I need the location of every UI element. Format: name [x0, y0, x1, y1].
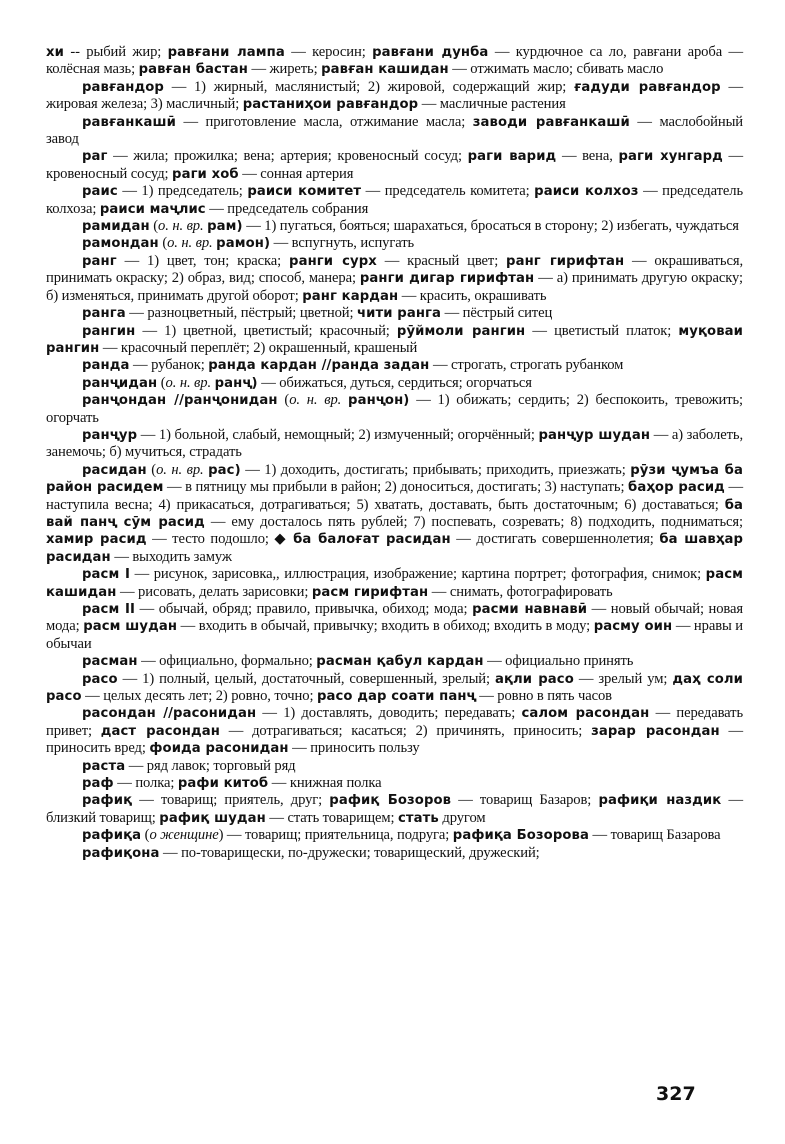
entry-headword: ранги сурх [289, 253, 377, 269]
entry-headword: раги хоб [172, 166, 239, 182]
entry-headword: рафиқ шудан [159, 810, 266, 826]
dictionary-entry [46, 183, 743, 218]
entry-headword: ранҷон) [348, 393, 410, 409]
entry-headword: рамидан [82, 219, 150, 235]
grammar-note: о. н. вр. [165, 374, 212, 391]
entry-text: — близкий товарищ; [46, 792, 743, 826]
entry-headword: рангин [82, 323, 136, 339]
dictionary-entry [46, 218, 743, 235]
entry-headword: рафиқи наздик [598, 793, 722, 809]
entry-headword: расм шудан [83, 619, 178, 635]
entry-headword: ранги дигар гирифтан [359, 271, 535, 287]
entry-headword: раиси комитет [247, 184, 362, 200]
entry-headword: равған бастан [138, 62, 248, 78]
entry-headword: рафиқа Бозорова [452, 828, 589, 844]
entry-headword: салом расондан [521, 706, 650, 722]
dictionary-entry [46, 427, 743, 462]
entry-text: — рубанок; [129, 357, 209, 374]
entry-headword: раис [82, 184, 118, 200]
entry-text: — целых десять лет; 2) ровно, точно; [81, 688, 317, 705]
entry-headword: расман қабул кардан [316, 654, 484, 670]
entry-text: — 1) доходить, достигать; прибывать; приходить, приезжать; [240, 461, 631, 478]
entry-headword: равғандор [82, 79, 164, 95]
entry-headword: расм кашидан [46, 567, 743, 600]
entry-text: — дотрагиваться; касаться; 2) причинять, приносить; [219, 722, 592, 739]
entry-text: — 1) председатель; [117, 183, 248, 200]
entry-headword: рафиқ [82, 793, 133, 809]
entry-text: — 1) цвет, тон; краска; [116, 252, 290, 269]
entry-text: — официально, формально; [137, 653, 317, 670]
entry-text: — товарищ Базарова [588, 827, 721, 844]
entry-text: — приносить вред; [46, 722, 744, 757]
dictionary-page [46, 44, 743, 862]
dictionary-entry [46, 79, 743, 114]
entry-headword: равғани дунба [372, 45, 489, 60]
entry-headword: даҳ соли расо [46, 671, 744, 705]
entry-text: — стать товарищем; [265, 809, 398, 826]
entry-headword: заводи равғанкашӣ [472, 114, 630, 130]
entry-text: — рисунок, зарисовка,, иллюстрация, изображение; картина портрет; фотография, снимок; [130, 566, 706, 583]
entry-text: — окрашиваться, принимать окраску; 2) образ, вид; способ, манера; [46, 252, 744, 287]
dictionary-entry [46, 775, 743, 792]
entry-headword: расо дар соати панҷ [316, 689, 476, 705]
entry-text: — масличные растения [418, 96, 566, 113]
entry-headword: фоида расонидан [149, 741, 289, 757]
entry-headword: рамондан [82, 236, 159, 252]
entry-text: другом [438, 809, 486, 826]
entry-text: — 1) пугаться, бояться; шарахаться, бросаться в сторону; 2) избегать, чуждаться [242, 218, 739, 235]
entry-text: — жировая железа; 3) масличный; [46, 78, 743, 113]
entry-headword: ранҷидан [82, 375, 158, 391]
entry-headword: расман [82, 654, 138, 670]
grammar-note: о. н. вр. [289, 392, 342, 409]
entry-headword: рамон) [216, 236, 271, 252]
entry-headword: расм гирифтан [311, 584, 429, 600]
entry-headword: раиси маҷлис [99, 201, 206, 217]
entry-headword: расидан [82, 462, 147, 478]
entry-headword: ғадуди равғандор [574, 79, 721, 95]
entry-text: — обижаться, дуться, сердиться; огорчаться [257, 374, 532, 391]
grammar-note: о. н. вр. [167, 235, 213, 252]
entry-headword: ранҷ) [214, 375, 258, 391]
entry-text: — керосин; [284, 44, 373, 60]
entry-text: — входить в обычай, привычку; входить в обиход; входить в моду; [177, 618, 594, 635]
entry-text [341, 392, 348, 408]
entry-headword: равғанкашӣ [82, 114, 176, 130]
entry-text: — зрелый ум; [573, 670, 673, 687]
entry-text: — кровеносный сосуд; [46, 148, 744, 182]
entry-headword: ба балоғат расидан [293, 532, 451, 548]
entry-headword: ақли расо [494, 671, 574, 687]
entry-headword: рӯймоли рангин [396, 323, 526, 339]
entry-headword: хамир расид [46, 532, 147, 548]
entry-headword: растаниҳои равғандор [242, 97, 419, 113]
entry-text: — выходить замуж [110, 548, 232, 565]
entry-text: — председатель комитета; [361, 183, 535, 200]
dictionary-entry [46, 845, 743, 862]
entry-text: — тесто подошло; ◆ [146, 531, 294, 548]
dictionary-entry [46, 235, 743, 252]
entry-text: — приносить пользу [288, 740, 420, 757]
entry-text: — красочный переплёт; 2) окрашенный, крашеный [99, 339, 418, 356]
entry-headword: стать [398, 810, 439, 826]
dictionary-entry [46, 827, 743, 844]
entry-headword: раф [82, 776, 114, 792]
entry-text: — жила; прожилка; вена; артерия; кровеносный сосуд; [107, 148, 468, 165]
entry-headword: рафи китоб [177, 776, 269, 792]
entry-text: — снимать, фотографировать [428, 583, 613, 600]
dictionary-entry [46, 44, 743, 79]
entry-text: — передавать привет; [46, 705, 743, 739]
entry-text: — товарищ; приятель, друг; [132, 792, 330, 809]
entry-headword: хи [46, 45, 64, 60]
dictionary-entry [46, 148, 743, 183]
entry-text: — по-товарищески, по-дружески; товарищеский, дружеский; [159, 844, 540, 861]
entry-text: — жиреть; [247, 61, 322, 78]
entry-text: — 1) жирный, маслянистый; 2) жировой, содержащий жир; [163, 78, 575, 95]
entry-text: — книжная полка [268, 775, 382, 792]
dictionary-entry [46, 758, 743, 775]
entry-headword: расм I [82, 567, 131, 583]
entry-headword: раиси колхоз [534, 184, 639, 200]
entry-headword: раста [82, 758, 126, 774]
entry-headword: ба шавҳар расидан [46, 532, 743, 565]
entry-headword: чити ранга [357, 306, 442, 322]
entry-headword: ранҷондан //ранҷонидан [82, 393, 278, 409]
dictionary-entry [46, 601, 743, 653]
entry-text: — рисовать, делать зарисовки; [116, 583, 312, 600]
entry-text: — председатель собрания [205, 200, 369, 217]
dictionary-entry [46, 114, 743, 149]
page-number: 327 [656, 1083, 696, 1105]
entry-text: — 1) обижать; сердить; 2) беспокоить, тревожить; огорчать [46, 392, 743, 426]
entry-headword: ранга [82, 306, 126, 322]
entry-headword: муқоваи рангин [46, 323, 743, 356]
entry-text: -- рыбий жир; [63, 44, 168, 60]
entry-headword: раги хунгард [618, 149, 723, 165]
entry-headword: ранҷур [82, 427, 138, 443]
entry-text: — 1) больной, слабый, немощный; 2) измученный; огорчённый; [137, 426, 539, 443]
entry-text: ( [149, 218, 159, 235]
entry-text: — цветистый платок; [525, 322, 679, 339]
dictionary-entries [46, 44, 743, 862]
entry-headword: рам) [207, 219, 243, 235]
entry-text: — а) принимать другую окраску; б) изменяться, принимать другой оборот; [46, 270, 743, 304]
entry-headword: раг [82, 149, 108, 165]
dictionary-entry [46, 792, 743, 827]
entry-headword: ранҷур шудан [538, 427, 651, 443]
dictionary-entry [46, 392, 743, 427]
entry-headword: расми навнавӣ [472, 602, 588, 617]
dictionary-entry [46, 375, 743, 392]
entry-headword: раги варид [467, 149, 557, 165]
entry-text: — а) заболеть, занемочь; б) мучиться, страдать [46, 426, 743, 461]
dictionary-entry [46, 462, 743, 566]
grammar-note: о. н. вр. [158, 218, 204, 235]
entry-text: — нравы и обычаи [46, 618, 744, 652]
entry-text: — 1) доставлять, доводить; передавать; [256, 705, 522, 722]
entry-text: — красить, окрашивать [398, 287, 547, 304]
dictionary-entry [46, 705, 743, 757]
entry-text: — приготовление масла, отжимание масла; [175, 113, 473, 130]
entry-headword: ба вай панҷ сӯм расид [46, 497, 743, 530]
dictionary-entry [46, 253, 743, 305]
entry-headword: рафиқа [82, 828, 142, 844]
entry-headword: даст расондан [100, 723, 220, 739]
grammar-note: о. н. вр. [156, 461, 204, 478]
entry-headword: рас) [208, 462, 241, 478]
entry-text: — наступила весна; 4) прикасаться, дотрагиваться; 5) хватать, доставать, быть достаточным; 6) доставаться; [46, 479, 744, 513]
entry-text: — вена, [556, 148, 619, 165]
dictionary-entry [46, 323, 743, 358]
entry-headword: равған кашидан [321, 62, 449, 78]
entry-headword: расм II [82, 602, 136, 617]
entry-text: — разноцветный, пёстрый; цветной; [125, 305, 358, 322]
dictionary-entry [46, 671, 743, 706]
entry-headword: расму оин [593, 619, 673, 635]
entry-headword: баҳор расид [628, 480, 725, 496]
entry-text: ( [277, 392, 290, 409]
dictionary-entry [46, 357, 743, 374]
entry-text: — ровно в пять часов [475, 688, 612, 705]
entry-text: — маслобойный завод [46, 113, 743, 148]
entry-text: — полка; [113, 775, 178, 792]
entry-text: ( [146, 461, 157, 478]
entry-text: — отжимать масло; сбивать масло [448, 61, 664, 78]
entry-headword: ранг кардан [302, 288, 399, 304]
entry-text: ( [157, 374, 166, 391]
entry-text: — 1) цветной, цветистый; красочный; [135, 322, 397, 339]
entry-text: — 1) полный, целый, достаточный, совершенный, зрелый; [117, 670, 495, 687]
entry-text: ) — товарищ; приятельница, подруга; [218, 827, 453, 844]
entry-headword: рафиқона [82, 845, 160, 861]
entry-headword: рафиқ Бозоров [329, 793, 452, 809]
entry-headword: ранг гирифтан [506, 253, 625, 269]
entry-text: — красный цвет; [376, 252, 507, 269]
entry-text: — товарищ Базаров; [451, 792, 599, 809]
entry-text: — пёстрый ситец [441, 305, 553, 322]
entry-headword: ранг [82, 253, 117, 269]
dictionary-entry [46, 305, 743, 322]
entry-text: — сонная артерия [238, 165, 354, 182]
entry-text: — курдючное са ло, равғани ароба [488, 44, 723, 60]
entry-text: ( [158, 235, 168, 252]
entry-text: — в пятницу мы прибыли в район; 2) доноситься, достигать; 3) наступать; [163, 479, 629, 496]
entry-text: — председатель колхоза; [46, 183, 743, 217]
entry-headword: ранда [82, 358, 130, 374]
entry-text: — ему досталось пять рублей; 7) поспевать, созревать; 8) подходить, подниматься; [204, 513, 743, 530]
dictionary-entry [46, 653, 743, 670]
entry-headword: ранда кардан //ранда задан [208, 358, 430, 374]
dictionary-entry [46, 566, 743, 601]
entry-text: — новый обычай; новая мода; [46, 601, 743, 635]
entry-text: — вспугнуть, испугать [270, 235, 415, 252]
entry-text: — строгать, строгать рубанком [429, 357, 624, 374]
entry-text: — обычай, обряд; правило, привычка, обиход; мода; [135, 601, 473, 617]
entry-text: — колёсная мазь; [46, 44, 743, 78]
entry-text: ( [141, 827, 150, 844]
entry-headword: расондан //расонидан [82, 706, 257, 722]
entry-text: — достигать совершеннолетия; [450, 531, 660, 548]
grammar-note: о женщине [149, 827, 219, 844]
entry-text: — официально принять [483, 653, 634, 670]
entry-headword: равғани лампа [167, 45, 285, 60]
entry-headword: расо [82, 671, 118, 687]
entry-headword: зарар расондан [591, 723, 720, 739]
entry-headword: рӯзи ҷумъа ба район расидем [46, 462, 743, 496]
entry-text: — ряд лавок; торговый ряд [125, 757, 296, 774]
